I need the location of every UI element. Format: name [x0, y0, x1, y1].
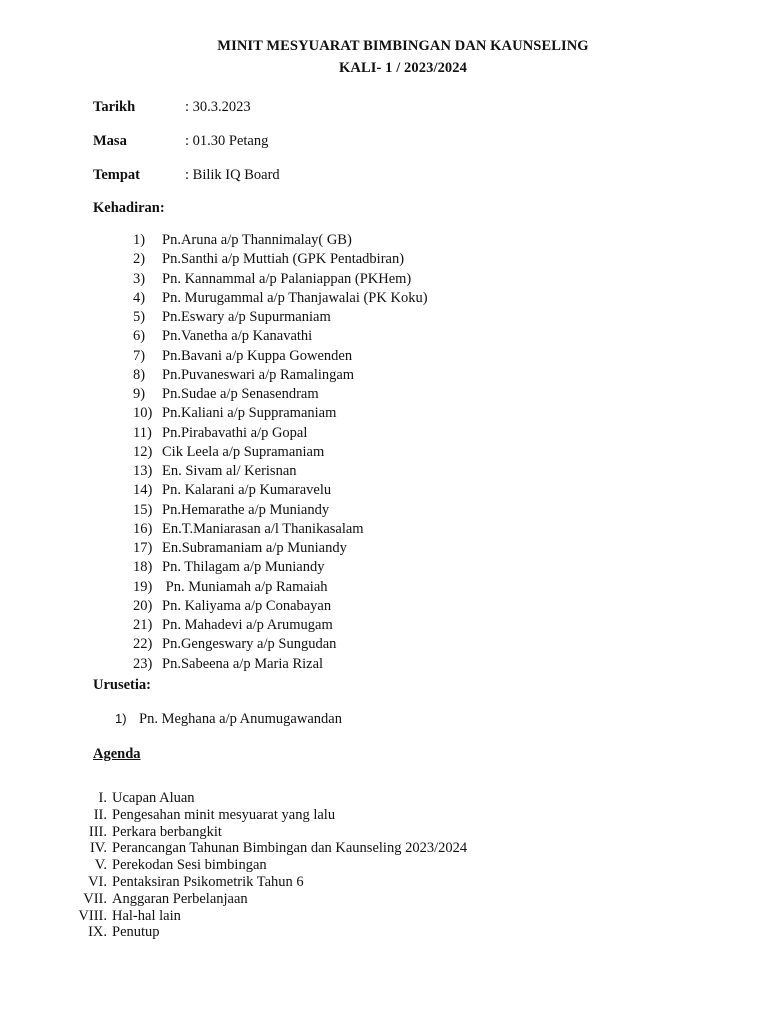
attendee-name: Pn. Kalarani a/p Kumaravelu — [162, 482, 332, 499]
list-number: 18) — [133, 559, 153, 576]
list-number: 3) — [133, 270, 146, 287]
attendee-name: En.T.Maniarasan a/l Thanikasalam — [162, 520, 364, 537]
list-item — [133, 424, 428, 443]
list-number: 7) — [133, 347, 146, 364]
info-value-place: : Bilik IQ Board — [185, 167, 280, 183]
list-item — [133, 250, 428, 269]
attendee-name: Pn. Murugammal a/p Thanjawalai (PK Koku) — [162, 289, 428, 306]
agenda-number: III. — [88, 823, 107, 840]
attendee-name: Pn. Muniamah a/p Ramaiah — [162, 578, 328, 595]
secretariat-name: Pn. Meghana a/p Anumugawandan — [139, 711, 342, 727]
list-item — [133, 231, 428, 250]
list-item — [0, 824, 467, 841]
list-item — [133, 558, 428, 577]
attendee-name: Pn.Sudae a/p Senasendram — [162, 386, 319, 402]
list-number: 11) — [133, 424, 152, 441]
agenda-text: Pentaksiran Psikometrik Tahun 6 — [112, 873, 304, 890]
info-value-time: : 01.30 Petang — [185, 133, 269, 149]
list-item — [0, 807, 467, 824]
attendee-name: Pn. Mahadevi a/p Arumugam — [162, 617, 333, 633]
attendee-name: Pn. Kannammal a/p Palaniappan (PKHem) — [162, 270, 412, 287]
agenda-number: VII. — [83, 890, 107, 907]
list-number: 13) — [133, 463, 153, 479]
attendee-name: Pn. Thilagam a/p Muniandy — [162, 559, 325, 576]
list-item — [133, 327, 428, 346]
list-item — [133, 520, 428, 539]
list-number: 9) — [133, 386, 146, 402]
attendee-list — [133, 231, 428, 674]
agenda-number: I. — [98, 790, 107, 806]
attendee-name: Pn.Santhi a/p Muttiah (GPK Pentadbiran) — [162, 251, 405, 268]
list-item — [133, 308, 428, 327]
agenda-text: Penutup — [112, 924, 160, 941]
list-number: 16) — [133, 520, 153, 537]
list-item — [133, 366, 428, 385]
list-number: 19) — [133, 578, 153, 595]
agenda-text: Anggaran Perbelanjaan — [112, 890, 248, 907]
attendee-name: Cik Leela a/p Supramaniam — [162, 443, 325, 460]
info-value-date: : 30.3.2023 — [185, 99, 251, 115]
attendee-name: Pn.Hemarathe a/p Muniandy — [162, 501, 330, 518]
attendee-name: Pn.Aruna a/p Thannimalay( GB) — [162, 232, 352, 248]
info-label-place: Tempat — [93, 167, 140, 183]
info-row-date — [93, 97, 593, 117]
list-item — [133, 385, 428, 404]
list-item — [133, 539, 428, 558]
list-number: 6) — [133, 328, 146, 345]
info-label-date: Tarikh — [93, 99, 136, 115]
list-item — [133, 289, 428, 308]
list-number: 17) — [133, 540, 153, 556]
agenda-number: VIII. — [78, 907, 107, 924]
attendee-name: Pn.Vanetha a/p Kanavathi — [162, 328, 313, 345]
attendee-name: Pn.Pirabavathi a/p Gopal — [162, 424, 308, 441]
list-item — [133, 578, 428, 597]
list-item — [0, 908, 467, 925]
list-number: 10) — [133, 405, 153, 422]
list-item — [0, 924, 467, 941]
list-number: 1) — [115, 711, 127, 726]
list-number: 15) — [133, 501, 153, 518]
agenda-text: Pengesahan minit mesyuarat yang lalu — [112, 806, 336, 823]
secretariat-heading: Urusetia: — [93, 677, 151, 693]
list-item — [133, 655, 428, 674]
info-label-time: Masa — [93, 133, 127, 149]
agenda-number: II. — [93, 806, 107, 823]
list-number: 14) — [133, 482, 153, 499]
document-subtitle: KALI- 1 / 2023/2024 — [339, 60, 467, 76]
list-item — [133, 270, 428, 289]
agenda-text: Ucapan Aluan — [112, 790, 195, 806]
list-number: 21) — [133, 617, 153, 633]
secretariat-item — [115, 709, 342, 729]
list-item — [133, 443, 428, 462]
document-title: MINIT MESYUARAT BIMBINGAN DAN KAUNSELING — [217, 38, 589, 54]
info-row-place — [93, 165, 593, 185]
attendee-name: Pn. Kaliyama a/p Conabayan — [162, 597, 332, 614]
list-item — [133, 616, 428, 635]
agenda-number: VI. — [88, 873, 107, 890]
list-number: 12) — [133, 443, 153, 460]
list-item — [133, 501, 428, 520]
attendee-name: Pn.Gengeswary a/p Sungudan — [162, 636, 337, 653]
list-item — [133, 347, 428, 366]
attendee-name: Pn.Bavani a/p Kuppa Gowenden — [162, 347, 353, 364]
attendee-name: Pn.Eswary a/p Supurmaniam — [162, 309, 331, 325]
list-number: 22) — [133, 636, 153, 653]
list-item — [133, 481, 428, 500]
list-number: 5) — [133, 309, 146, 325]
attendee-name: En.Subramaniam a/p Muniandy — [162, 540, 347, 556]
agenda-text: Perancangan Tahunan Bimbingan dan Kaunseling 2023/2024 — [112, 840, 468, 857]
attendance-heading: Kehadiran: — [93, 200, 165, 216]
list-item — [133, 597, 428, 616]
agenda-list — [0, 790, 467, 941]
list-number: 1) — [133, 232, 146, 248]
list-item — [133, 404, 428, 423]
list-number: 2) — [133, 251, 146, 268]
agenda-text: Perkara berbangkit — [112, 823, 222, 840]
list-number: 20) — [133, 597, 153, 614]
list-item — [0, 790, 467, 807]
agenda-number: IV. — [89, 840, 107, 857]
agenda-heading: Agenda — [93, 746, 141, 762]
attendee-name: En. Sivam al/ Kerisnan — [162, 463, 297, 479]
agenda-text: Hal-hal lain — [112, 907, 181, 924]
list-item — [0, 857, 467, 874]
list-number: 23) — [133, 655, 153, 672]
attendee-name: Pn.Kaliani a/p Suppramaniam — [162, 405, 337, 422]
info-row-time — [93, 131, 593, 151]
list-item — [0, 874, 467, 891]
list-item — [0, 891, 467, 908]
list-item — [133, 462, 428, 481]
list-number: 4) — [133, 289, 146, 306]
agenda-number: IX. — [88, 924, 107, 941]
list-item — [133, 635, 428, 654]
list-number: 8) — [133, 366, 146, 383]
attendee-name: Pn.Sabeena a/p Maria Rizal — [162, 655, 324, 672]
attendee-name: Pn.Puvaneswari a/p Ramalingam — [162, 366, 355, 383]
list-item — [0, 840, 467, 857]
agenda-number: V. — [94, 857, 107, 874]
agenda-text: Perekodan Sesi bimbingan — [112, 857, 267, 874]
